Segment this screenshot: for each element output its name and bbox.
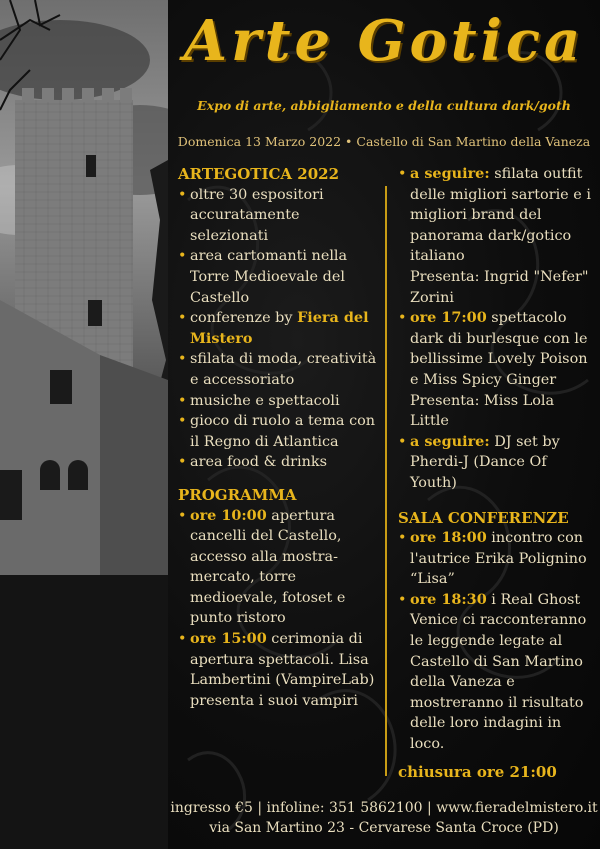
schedule-list [398,164,594,494]
sala-conferenze-heading: SALA CONFERENZE [398,508,569,527]
list-item: • area cartomanti nella Torre Medioevale del Castello [178,246,378,308]
schedule-time: ore 18:30 [410,590,487,608]
programma-list [178,506,378,712]
artegotica-list [178,185,378,473]
schedule-text: i Real Ghost Venice ci racconteranno le leggende legate al Castello di San Martino della Vaneza e mostreranno il risultato delle loro indagini in loco. [410,591,587,753]
schedule-time: ore 10:00 [190,506,267,524]
programma-heading: PROGRAMMA [178,485,297,504]
list-item [178,506,378,630]
list-item [178,308,378,349]
list-item: • musiche e spettacoli [178,391,378,412]
schedule-label: a seguire: [410,432,490,450]
left-column [178,164,378,711]
castle-illustration [0,0,168,849]
presenter: Presenta: Ingrid "Nefer" Zorini [410,268,589,306]
right-column [398,164,594,755]
poster-title: Arte Gotica [183,8,585,74]
conference-list [398,528,594,755]
conference-organizer: Fiera del Mistero [190,309,369,347]
list-item [398,528,594,590]
artegotica-heading: ARTEGOTICA 2022 [178,165,340,183]
list-item: • area food & drinks [178,452,378,473]
list-item: • sfilata di moda, creatività e accessoriato [178,349,378,390]
schedule-time: ore 18:00 [410,529,487,547]
closing-time: chiusura ore 21:00 [398,763,557,781]
schedule-text: sfilata outfit delle migliori sartorie e i migliori brand del panorama dark/gotico italiano [410,166,591,265]
footer-address: via San Martino 23 - Cervarese Santa Croce (PD) [209,820,559,836]
closing-block [398,762,598,783]
schedule-label: a seguire: [410,165,490,182]
presenter: Presenta: Miss Lola Little [410,392,555,430]
conference-prefix: conferenze by [190,310,298,327]
list-item [398,590,594,755]
list-item [398,432,594,494]
schedule-text: incontro con l'autrice Erika Polignino “Lisa” [410,530,587,588]
poster-subtitle: Expo di arte, abbigliamento e della cultura dark/goth [197,98,571,113]
castle-photo [0,0,168,849]
list-item: • oltre 30 espositori accuratamente selezionati [178,185,378,247]
list-item [178,629,378,711]
schedule-text: DJ set by Pherdi-J (Dance Of Youth) [410,433,560,491]
event-dateline: Domenica 13 Marzo 2022 • Castello di San Martino della Vaneza [177,134,591,149]
list-item [398,308,594,432]
schedule-time: ore 15:00 [190,630,267,648]
schedule-text: spettacolo dark di burlesque con le bellissime Lovely Poison e Miss Spicy Ginger [410,310,588,388]
schedule-text: cerimonia di apertura spettacoli. Lisa Lambertini (VampireLab) presenta i suoi vampiri [190,631,375,709]
footer-info: ingresso €5 | infoline: 351 5862100 | www.fieradelmistero.it [170,800,598,816]
column-divider [385,186,387,776]
list-item [398,164,594,308]
schedule-time: ore 17:00 [410,309,487,327]
list-item: • gioco di ruolo a tema con il Regno di Atlantica [178,411,378,452]
schedule-text: apertura cancelli del Castello, accesso alla mostra-mercato, torre medioevale, fotoset e punto ristoro [190,507,346,627]
